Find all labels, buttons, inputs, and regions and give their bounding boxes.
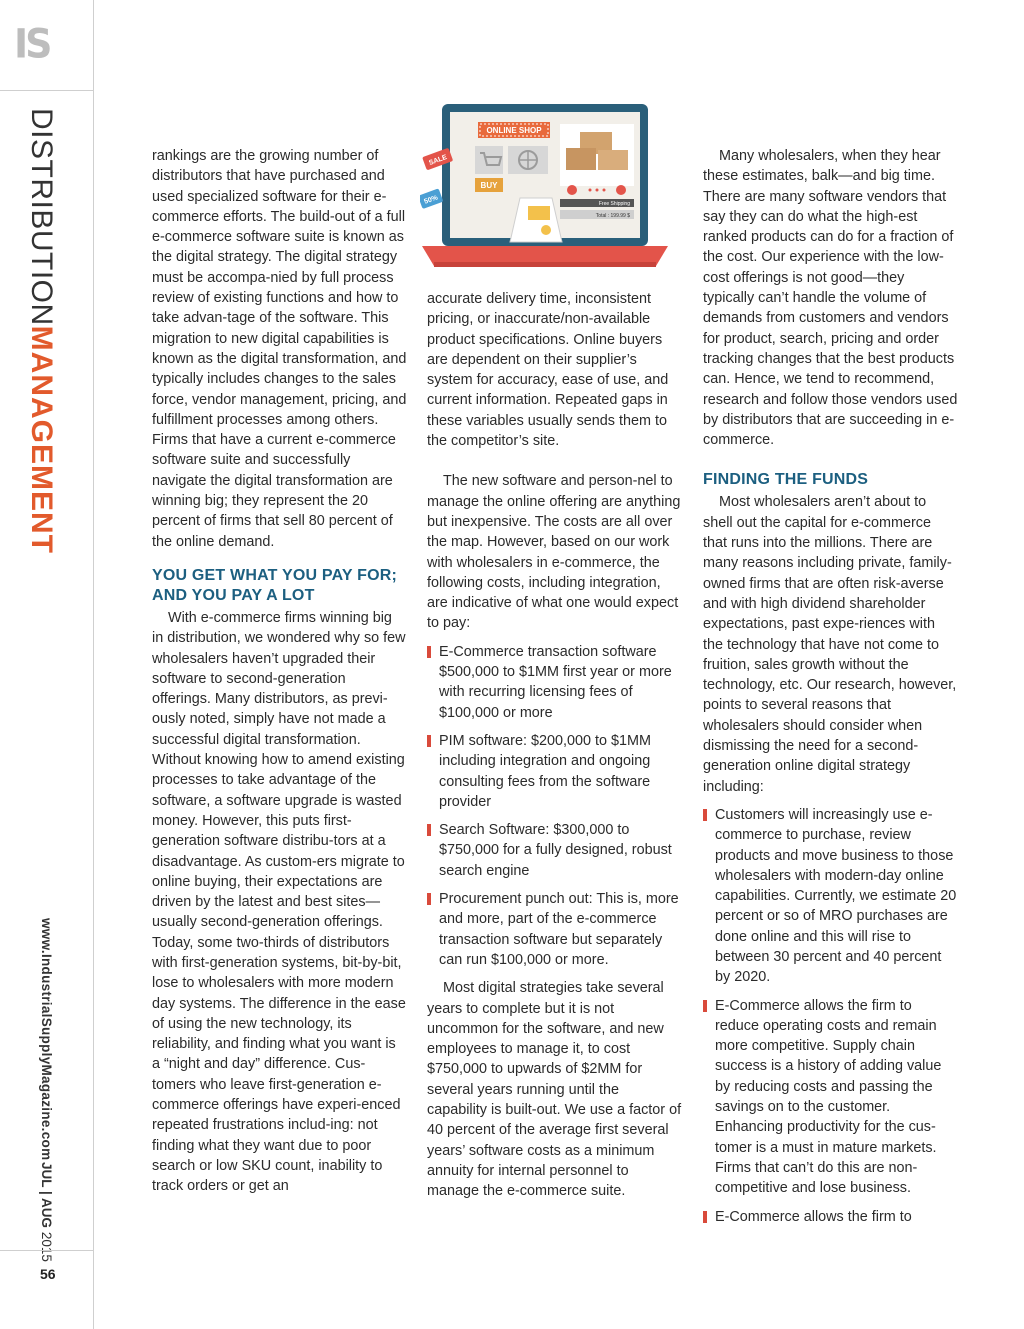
col3-paragraph-2: Most wholesalers aren’t about to shell out the capital for e-commerce that runs into the millions. There are many reasons including private, family-owned firms that are often risk-averse and with high dividend shareholder expectations, past expe-riences with the technology that have not come to fruition, sales growth without the technology, etc. Our research, however, points to several reasons that wholesalers should consider when dismissing the need for a second-generation online digital strategy including: — [703, 494, 957, 795]
sidebar-divider-top — [0, 90, 93, 91]
discount-tag — [420, 188, 443, 209]
list-item: E-Commerce allows the firm to reduce operating costs and remain more competitive. Supply chain success is a history of adding value by reducing costs and passing the savings on to the customer. Enhancing productivity for the cus-tomer is a must in mature markets. Firms that can’t do this are non-competitive and lose business. — [703, 996, 958, 1199]
column-3 — [703, 146, 958, 1235]
section-title-bold: MANAGEMENT — [25, 325, 58, 554]
cost-list — [427, 642, 682, 970]
reasons-list — [703, 805, 958, 1227]
total-text: Total : 199.99 $ — [595, 213, 630, 219]
online-shop-illustration — [420, 102, 670, 272]
col2-paragraph-2: The new software and person-nel to manage the online offering are anything but inexpensive. The costs are all over the map. However, based on our work with wholesalers in e-commerce, the following costs, including integration, are indicative of what one would expect to pay: — [427, 473, 681, 632]
next-arrow-icon — [616, 185, 626, 195]
shop-sign-text: ONLINE SHOP — [486, 126, 542, 135]
col1-heading: YOU GET WHAT YOU PAY FOR; AND YOU PAY A LOT — [152, 566, 398, 604]
prev-arrow-icon — [567, 185, 577, 195]
col2-paragraph-1: accurate delivery time, inconsistent pricing, or inaccurate/non-available product specifications. Online buyers are dependent on their supplier’s system for accuracy, ease of use, and current information. Repeated gaps in these variables usually sends them to the competitor’s site. — [427, 291, 669, 450]
page-number: 56 — [40, 1266, 56, 1282]
issue-year: 2015 — [39, 1231, 54, 1262]
col2-paragraph-3: Most digital strategies take several years to complete but it is not uncommon for the software, and new employees to manage it, to cost $750,000 to upwards of $2MM for several years running until the capability is built-out. We use a factor of 40 percent of the average first several years’ software costs as a minimum annuity for internal personnel to manage the e-commerce suite. — [427, 980, 682, 1200]
column-2 — [427, 289, 682, 1201]
list-item: E-Commerce transaction software $500,000 to $1MM first year or more with recurring licensing fees of $100,000 or more — [427, 642, 682, 723]
column-1 — [152, 146, 407, 1197]
col3-paragraph-1: Many wholesalers, when they hear these estimates, balk—and big time. There are many software vendors that say they can do what the high-est ranked products can do for a fraction of the cost. Our experience with the low-cost offerings is not good—they typically can’t handle the volume of demands from customers and vendors for product, search, pricing and order tracking changes that the best products can. Hence, we tend to recommend, research and follow those vendors used by distributors that are succeeding in e-commerce. — [703, 148, 958, 449]
sale-tag-text: SALE — [428, 153, 449, 167]
section-title — [24, 108, 58, 554]
list-item: E-Commerce allows the firm to — [703, 1207, 958, 1227]
pay-button — [541, 225, 551, 235]
issue-month: JUL | AUG — [39, 1162, 54, 1229]
cart-tile — [475, 146, 503, 174]
discount-tag-text: 50% — [423, 194, 439, 206]
list-item: Procurement punch out: This is, more and more, part of the e-commerce transaction software but separately can run $100,000 or more. — [427, 889, 682, 970]
credit-card — [528, 206, 550, 220]
col3-heading: FINDING THE FUNDS — [703, 471, 869, 489]
box-3 — [598, 150, 628, 170]
laptop-base-shadow — [434, 262, 656, 267]
buy-label: BUY — [480, 181, 498, 190]
section-title-light: DISTRIBUTION — [25, 108, 58, 326]
list-item: Search Software: $300,000 to $750,000 for a fully designed, robust search engine — [427, 820, 682, 881]
col1-paragraph-2: With e-commerce firms winning big in distribution, we wondered why so few wholesalers haven’t upgraded their software to second-generation offerings. Many distributors, as previ-ously noted, simply have not made a successful digital transformation. Without knowing how to amend existing processes to take advantage of the software, a software upgrade is wasted money. However, this puts first-generation software distribu-tors at a disadvantage. As custom-ers migrate to online buying, their expectations are driven by the latest and best sites—usually second-generation offerings. Today, some two-thirds of distributors with first-generation systems, bit-by-bit, lose to wholesalers with more modern day systems. The difference in the ease of using the new technology, its reliability, and finding what you want is a “night and day” difference. Cus-tomers who leave first-generation e-commerce offerings have experi-enced repeated frustrations includ-ing: not finding what they want due to poor search or low SKU count, inability to track orders or get an — [152, 609, 406, 1195]
shipping-text: Free Shipping — [598, 201, 630, 207]
magazine-url: www.IndustrialSupplyMagazine.com — [39, 918, 54, 1161]
sidebar — [0, 0, 94, 1329]
col1-paragraph-1: rankings are the growing number of distributors that have purchased and used specialized software for their e-commerce efforts. The build-out of a full e-commerce software suite is known as the digital strategy. The digital strategy must be accompa-nied by full process review of existing functions and how to take advan-tage of the software. This migration to new digital capabilities is known as the digital transformation, and typically includes changes to the sales force, vendor management, pricing, and fulfillment processes among others. Firms that have a current e-commerce software suite and successfully navigate the digital transformation are winning big; they represent the 20 percent of firms that sell 80 percent of the online demand. — [152, 148, 407, 550]
magazine-logo: IS — [14, 20, 50, 68]
sidebar-divider-bottom — [0, 1250, 93, 1251]
box-2 — [566, 148, 596, 170]
issue-date — [39, 1162, 54, 1262]
list-item: Customers will increasingly use e-commerce to purchase, review products and move business to those wholesalers with modern-day online capabilities. Currently, we estimate 20 percent or so of MRO purchases are done online and this will rise to between 30 percent and 40 percent by 2020. — [703, 805, 958, 988]
list-item: PIM software: $200,000 to $1MM including integration and ongoing consulting fees from the software provider — [427, 731, 682, 812]
